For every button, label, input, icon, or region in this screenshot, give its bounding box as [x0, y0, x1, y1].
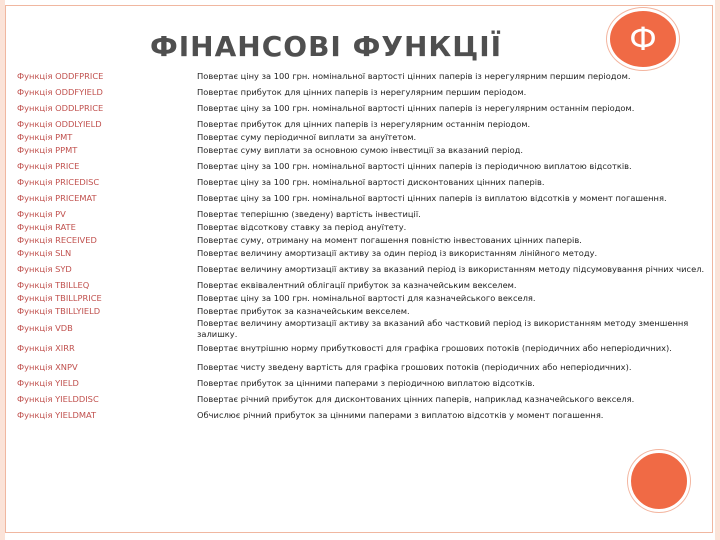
- table-row: [17, 318, 707, 339]
- table-row: [17, 99, 707, 118]
- function-name: Функція RATE: [17, 222, 76, 233]
- function-description: Повертає суму періодичної виплати за ануїтетом.: [197, 132, 417, 143]
- function-name: Функція ODDLYIELD: [17, 119, 102, 130]
- table-row: [17, 118, 707, 131]
- function-description: Повертає ціну за 100 грн. номінальної вартості цінних паперів із нерегулярним першим періодом.: [197, 71, 631, 82]
- function-name: Функція ODDFPRICE: [17, 71, 104, 82]
- function-description: Повертає ціну за 100 грн. номінальної вартості цінних паперів із періодичною виплатою відсотків.: [197, 161, 632, 172]
- table-row: [17, 208, 707, 221]
- table-row: [17, 305, 707, 318]
- function-description: Повертає прибуток за казначейським векселем.: [197, 306, 410, 317]
- function-description: Повертає величину амортизації активу за вказаний або частковий період із використанням методу зменшення залишку.: [197, 318, 689, 339]
- function-description: Повертає суму, отриману на момент погашення повністю інвестованих цінних паперів.: [197, 235, 582, 246]
- function-description: Повертає суму виплати за основною сумою інвестиції за вказаний період.: [197, 145, 524, 156]
- function-name: Функція TBILLPRICE: [17, 293, 102, 304]
- function-name: Функція VDB: [17, 323, 73, 334]
- function-description: Повертає величину амортизації активу за вказаний період із використанням методу підсумовування річних чисел.: [197, 264, 705, 275]
- table-row: [17, 409, 707, 422]
- table-row: [17, 144, 707, 157]
- function-description: Повертає ціну за 100 грн. номінальної вартості цінних паперів із виплатою відсотків у момент погашення.: [197, 193, 667, 204]
- function-name: Функція PPMT: [17, 145, 78, 156]
- letter-badge: [607, 8, 679, 70]
- table-row: [17, 189, 707, 208]
- function-name: Функція PMT: [17, 132, 73, 143]
- table-row: [17, 377, 707, 390]
- decorative-circle: [628, 450, 690, 512]
- badge-letter: Ф: [629, 20, 657, 58]
- table-row: [17, 292, 707, 305]
- slide-title: ФІНАНСОВІ ФУНКЦІЇ: [150, 30, 503, 63]
- function-description: Повертає ціну за 100 грн. номінальної вартості для казначейського векселя.: [197, 293, 536, 304]
- function-description: Повертає величину амортизації активу за один період із використанням лінійного методу.: [197, 248, 598, 259]
- function-description: Обчислює річний прибуток за цінними паперами з виплатою відсотків у момент погашення.: [197, 410, 604, 421]
- function-name: Функція YIELD: [17, 378, 79, 389]
- function-description: Повертає внутрішню норму прибутковості для графіка грошових потоків (періодичних або неперіодичних).: [197, 343, 672, 354]
- function-description: Повертає теперішню (зведену) вартість інвестиції.: [197, 209, 421, 220]
- table-row: [17, 67, 707, 86]
- function-name: Функція ODDFYIELD: [17, 87, 103, 98]
- functions-table-body: [17, 67, 707, 422]
- table-row: [17, 339, 707, 358]
- table-row: [17, 247, 707, 260]
- function-name: Функція YIELDMAT: [17, 410, 97, 421]
- table-row: [17, 260, 707, 279]
- table-row: [17, 131, 707, 144]
- table-row: [17, 157, 707, 176]
- table-row: [17, 358, 707, 377]
- table-row: [17, 176, 707, 189]
- function-name: Функція TBILLEQ: [17, 280, 90, 291]
- table-row: [17, 390, 707, 409]
- function-name: Функція PRICE: [17, 161, 80, 172]
- function-description: Повертає чисту зведену вартість для графіка грошових потоків (періодичних або неперіодичних).: [197, 362, 632, 373]
- function-name: Функція TBILLYIELD: [17, 306, 101, 317]
- function-name: Функція PRICEDISC: [17, 177, 100, 188]
- function-name: Функція PV: [17, 209, 66, 220]
- function-name: Функція YIELDDISC: [17, 394, 99, 405]
- function-description: Повертає річний прибуток для дисконтованих цінних паперів, наприклад казначейського векселя.: [197, 394, 635, 405]
- table-row: [17, 221, 707, 234]
- function-name: Функція PRICEMAT: [17, 193, 97, 204]
- function-name: Функція SYD: [17, 264, 72, 275]
- function-description: Повертає прибуток для цінних паперів із нерегулярним останнім періодом.: [197, 119, 531, 130]
- table-row: [17, 234, 707, 247]
- table-row: [17, 279, 707, 292]
- function-description: Повертає еквівалентний облігації прибуток за казначейським векселем.: [197, 280, 517, 291]
- function-description: Повертає ціну за 100 грн. номінальної вартості цінних паперів із нерегулярним останнім періодом.: [197, 103, 635, 114]
- function-description: Повертає прибуток за цінними паперами з періодичною виплатою відсотків.: [197, 378, 535, 389]
- function-description: Повертає прибуток для цінних паперів із нерегулярним першим періодом.: [197, 87, 527, 98]
- function-name: Функція SLN: [17, 248, 72, 259]
- function-name: Функція XIRR: [17, 343, 75, 354]
- table-row: [17, 86, 707, 99]
- function-name: Функція XNPV: [17, 362, 78, 373]
- functions-table: [17, 67, 707, 422]
- function-description: Повертає ціну за 100 грн. номінальної вартості дисконтованих цінних паперів.: [197, 177, 545, 188]
- function-name: Функція RECEIVED: [17, 235, 97, 246]
- function-description: Повертає відсоткову ставку за період ануїтету.: [197, 222, 407, 233]
- function-name: Функція ODDLPRICE: [17, 103, 104, 114]
- right-margin-band: [715, 0, 720, 540]
